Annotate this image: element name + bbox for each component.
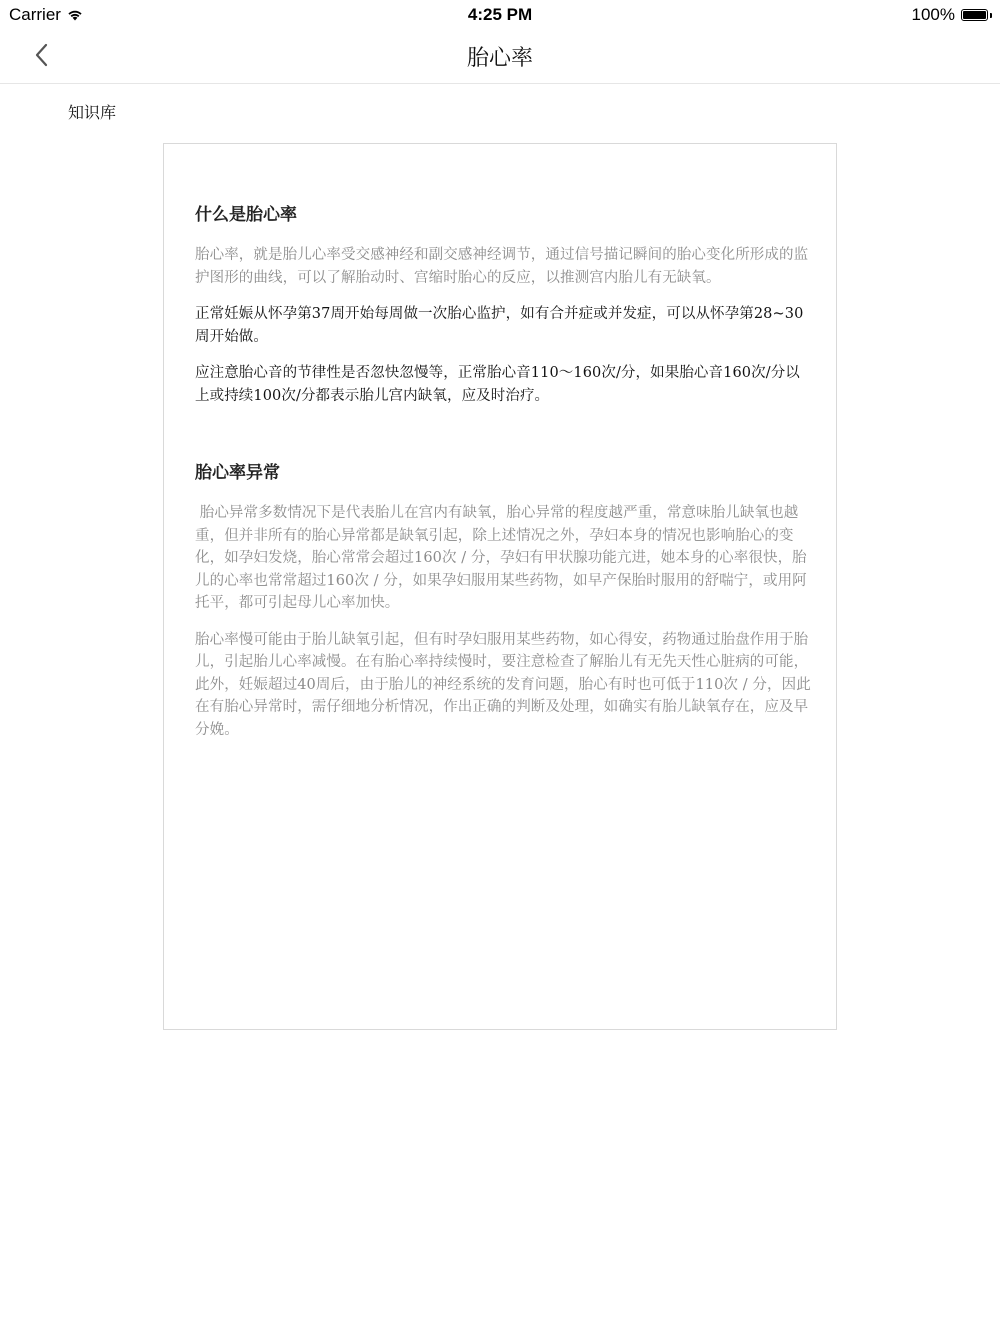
paragraph: 胎心率慢可能由于胎儿缺氧引起，但有时孕妇服用某些药物，如心得安，药物通过胎盘作用于胎儿，引起胎儿心率减慢。在有胎心率持续慢时，要注意检查了解胎儿有无先天性心脏病的可能，此外，妊娠超过40周后，由于胎儿的神经系统的发育问题，胎心有时也可低于110次 / 分，因此在有胎心异常时，需仔细地分析情况，作出正确的判断及处理，如确实有胎儿缺氧存在，应及早分娩。 [195, 631, 811, 738]
paragraph: 应注意胎心音的节律性是否忽快忽慢等，正常胎心音110～160次/分，如果胎心音160次/分以上或持续100次/分都表示胎儿宫内缺氧，应及时治疗。 [195, 365, 800, 404]
battery-level-fill [963, 11, 986, 19]
article-card [163, 143, 837, 1030]
paragraph: 正常妊娠从怀孕第37周开始每周做一次胎心监护，如有合并症或并发症，可以从怀孕第28~30周开始做。 [195, 306, 804, 345]
paragraph: 胎心率，就是胎儿心率受交感神经和副交感神经调节，通过信号描记瞬间的胎心变化所形成的监护图形的曲线，可以了解胎动时、宫缩时胎心的反应，以推测宫内胎儿有无缺氧。 [195, 247, 809, 286]
page-title: 胎心率 [466, 46, 533, 71]
navigation-bar [0, 28, 1000, 84]
paragraph: 胎心异常多数情况下是代表胎儿在宫内有缺氧，胎心异常的程度越严重，常意味胎儿缺氧也越重，但并非所有的胎心异常都是缺氧引起，除上述情况之外，孕妇本身的情况也影响胎心的变化，如孕妇发烧，胎心常常会超过160次 / 分，孕妇有甲状腺功能亢进，她本身的心率很快，胎儿的心率也常常超过160次 / 分，如果孕妇服用某些药物，如早产保胎时服用的舒喘宁，或用阿托平，都可引起母儿心率加快。 [195, 505, 807, 611]
article-section [195, 203, 811, 407]
article-content [195, 203, 811, 755]
status-right [912, 5, 992, 25]
article-section [195, 461, 811, 741]
status-time: 4:25 PM [467, 5, 533, 24]
section-heading: 什么是胎心率 [195, 205, 297, 225]
section-label: 知识库 [68, 103, 117, 122]
section-heading: 胎心率异常 [195, 463, 280, 483]
carrier-label: Carrier [9, 5, 61, 24]
battery-icon [961, 9, 988, 21]
battery-percent: 100% [911, 5, 955, 24]
status-bar [0, 0, 1000, 28]
battery-tip [990, 13, 992, 18]
